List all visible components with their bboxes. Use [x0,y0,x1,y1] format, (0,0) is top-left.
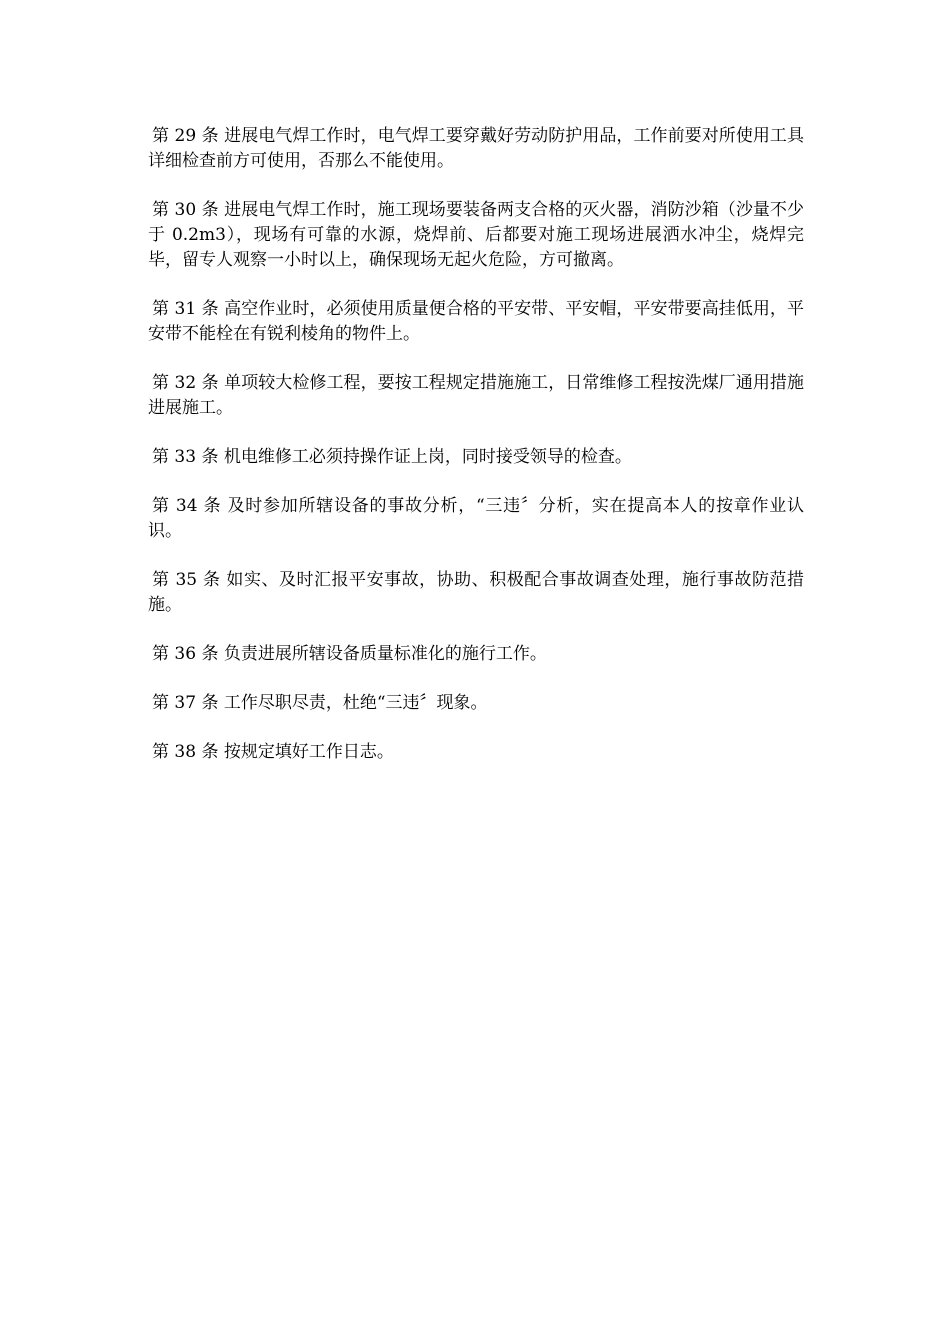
article-text: 及时参加所辖设备的事故分析，“三违〞分析，实在提高本人的按章作业认识。 [148,496,805,541]
article-number: 第 37 条 [152,693,219,713]
article-text: 进展电气焊工作时，电气焊工要穿戴好劳动防护用品，工作前要对所使用工具详细检查前方可使用，否那么不能使用。 [148,126,804,171]
article-37 [148,691,804,716]
article-text: 如实、及时汇报平安事故，协助、积极配合事故调查处理，施行事故防范措施。 [148,570,804,615]
document-body [148,124,804,789]
article-38 [148,740,804,765]
article-number: 第 36 条 [152,644,219,664]
article-text: 进展电气焊工作时，施工现场要装备两支合格的灭火器，消防沙箱（沙量不少于 0.2m3），现场有可靠的水源，烧焊前、后都要对施工现场进展洒水冲尘，烧焊完毕，留专人观察一小时以上，确保现场无起火危险，方可撤离。 [148,200,804,270]
article-34 [148,494,804,544]
article-text: 单项较大检修工程，要按工程规定措施施工，日常维修工程按洗煤厂通用措施进展施工。 [148,373,804,418]
article-32 [148,371,804,421]
article-number: 第 32 条 [152,373,219,393]
article-number: 第 34 条 [152,496,222,516]
article-30 [148,198,804,273]
article-text: 工作尽职尽责，杜绝“三违〞现象。 [218,693,488,713]
article-text: 负责进展所辖设备质量标准化的施行工作。 [218,644,547,664]
article-text: 高空作业时，必须使用质量便合格的平安带、平安帽，平安带要高挂低用，平安带不能栓在有锐利棱角的物件上。 [148,299,804,344]
article-number: 第 30 条 [152,200,219,220]
article-number: 第 33 条 [152,447,219,467]
article-29 [148,124,804,174]
article-number: 第 35 条 [152,570,221,590]
article-text: 按规定填好工作日志。 [218,742,394,762]
article-33 [148,445,804,470]
article-31 [148,297,804,347]
article-number: 第 38 条 [152,742,219,762]
article-number: 第 31 条 [152,299,219,319]
article-text: 机电维修工必须持操作证上岗，同时接受领导的检查。 [218,447,632,467]
article-36 [148,642,804,667]
article-35 [148,568,804,618]
article-number: 第 29 条 [152,126,219,146]
